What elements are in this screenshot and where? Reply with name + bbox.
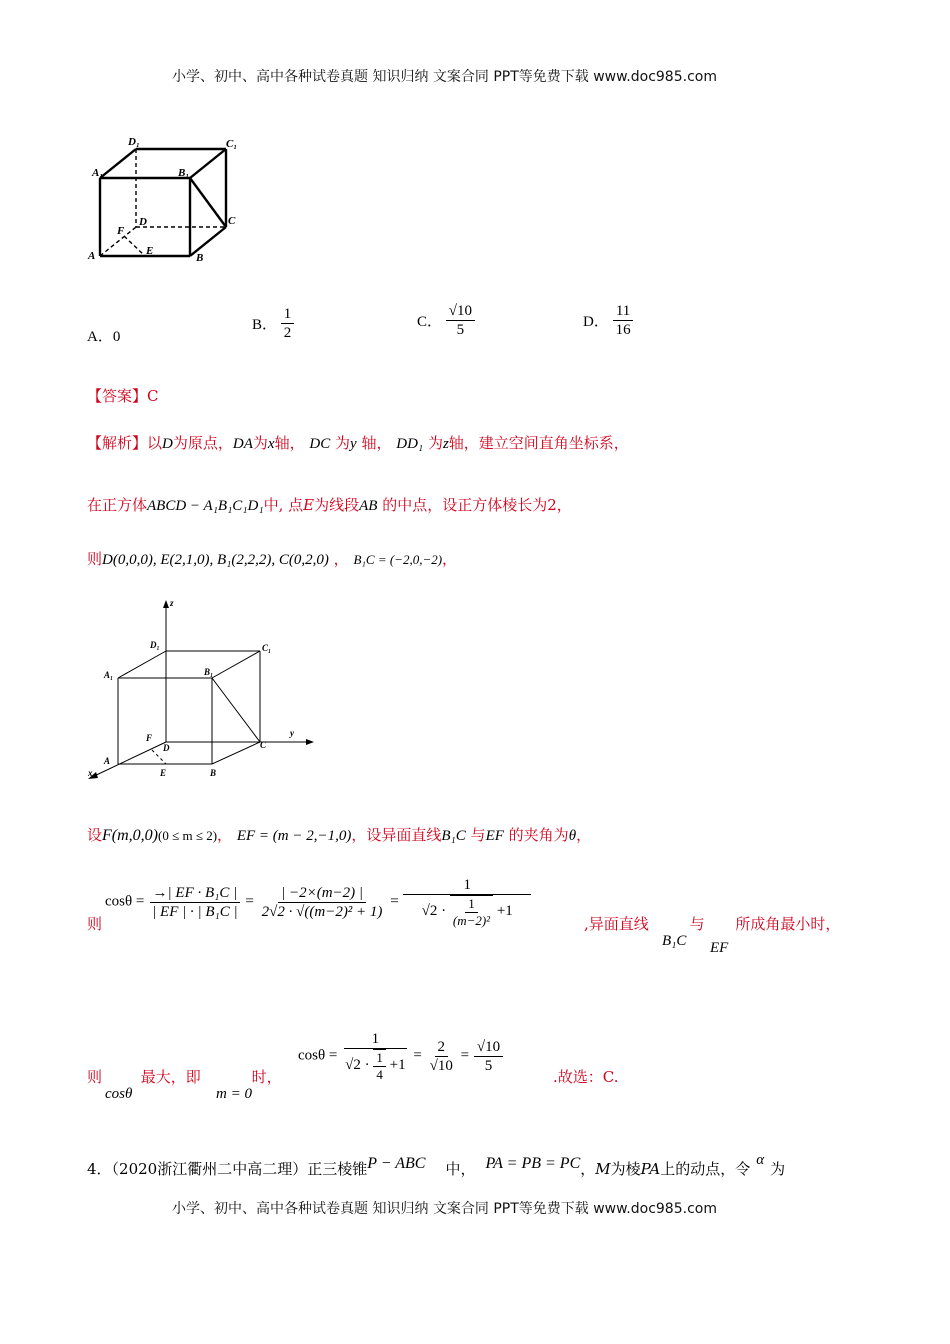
formula2-frac-2-den: √10 xyxy=(429,1057,453,1074)
label-A: A xyxy=(88,250,96,262)
option-b-fraction xyxy=(281,305,295,342)
equals: = xyxy=(460,1047,470,1064)
option-b-num: 1 xyxy=(281,305,295,324)
math-AB: AB xyxy=(359,498,378,514)
cos-theta-label-2: cosθ = xyxy=(298,1047,338,1064)
label-F: F xyxy=(117,225,125,237)
math-F: F(m,0,0) xyxy=(102,827,158,844)
q4-edge-PA: PA xyxy=(640,1160,661,1178)
point-E: E xyxy=(303,496,315,514)
label-E: E xyxy=(146,245,154,257)
option-c-fraction xyxy=(446,302,475,339)
text: 轴， xyxy=(274,434,305,452)
formula2-inner xyxy=(373,1049,386,1082)
text: 则 xyxy=(87,550,103,568)
frac-2-num: | −2×(m−2) | xyxy=(278,884,366,903)
text: 上的动点，令 xyxy=(660,1160,751,1178)
text: ， xyxy=(442,550,458,568)
text: ,异面直线 xyxy=(584,915,649,933)
math-cube: ABCD − A₁B₁C₁D₁ xyxy=(147,498,264,514)
option-c xyxy=(417,302,475,339)
frac-3-num: 1 xyxy=(403,876,531,895)
frac-1-den: | EF | · | B₁C | xyxy=(152,903,238,920)
text: ，设异面直线 xyxy=(351,826,442,844)
option-d xyxy=(583,302,634,339)
option-a xyxy=(87,325,120,346)
math-m-zero: m = 0 xyxy=(216,1086,252,1102)
analysis-line-4 xyxy=(87,824,591,845)
text: 为 xyxy=(252,434,268,452)
label2-D1: D₁ xyxy=(150,640,160,650)
label-D: D xyxy=(139,216,147,228)
text: 与 xyxy=(470,826,486,844)
text: 则 xyxy=(87,1068,103,1086)
formula2-frac-1 xyxy=(342,1030,408,1082)
option-a-label: A． xyxy=(87,329,113,345)
formula2-frac-3-num: √10 xyxy=(474,1038,503,1057)
q4-source: （2020浙江衢州二中高二理）正三棱锥 xyxy=(111,1160,368,1178)
option-d-label: D． xyxy=(583,314,609,330)
q4-math-equal-edges: PA = PB = PC xyxy=(485,1155,581,1172)
option-b xyxy=(252,305,294,342)
math-DC: DC xyxy=(309,436,331,452)
option-c-den: 5 xyxy=(456,322,465,338)
math-theta: θ xyxy=(568,828,577,844)
option-a-value: 0 xyxy=(112,329,121,345)
math-EF: EF xyxy=(485,828,504,844)
math-B1C-under: B₁C xyxy=(662,933,687,949)
text: 中, 点 xyxy=(263,496,304,514)
math-coords: D(0,0,0), E(2,1,0), B₁(2,2,2), C(0,2,0) xyxy=(102,552,329,568)
math-y: y xyxy=(350,436,357,452)
q4-math-alpha: α xyxy=(756,1152,765,1168)
frac-3-inner-num: 1 xyxy=(465,896,478,913)
text: ， xyxy=(580,1160,596,1178)
frac-3-inner-den: (m−2)² xyxy=(452,912,491,928)
formula2-frac-2 xyxy=(427,1038,456,1075)
math-DD1: DD₁ xyxy=(396,436,424,452)
text: 轴， xyxy=(361,434,392,452)
text: 在正方体 xyxy=(87,496,148,514)
text: 轴，建立空间直角坐标系， xyxy=(448,434,629,452)
math-z: z xyxy=(442,436,449,452)
text: ， xyxy=(333,550,349,568)
axis-x: x xyxy=(88,768,93,778)
label2-E: E xyxy=(160,768,167,778)
cube-figure-1 xyxy=(84,132,254,264)
frac-2-den: 2√2 · √((m−2)² + 1) xyxy=(261,903,383,920)
analysis-line-6-prefix xyxy=(87,1066,282,1087)
question-4 xyxy=(87,1152,785,1179)
label-A1: A₁ xyxy=(92,167,104,179)
label2-B: B xyxy=(210,768,217,778)
answer-line xyxy=(87,385,159,406)
math-B1C: B₁C xyxy=(441,828,466,844)
formula-cos-theta-2 xyxy=(298,1030,503,1082)
option-b-label: B． xyxy=(252,317,278,333)
text: 最大，即 xyxy=(140,1068,201,1086)
equals: = xyxy=(245,893,254,910)
analysis-conclusion: .故选：C. xyxy=(553,1068,619,1086)
option-d-fraction xyxy=(613,302,634,339)
analysis-line-5-suffix xyxy=(584,913,840,934)
frac-3-den xyxy=(419,895,516,928)
analysis-line-1 xyxy=(87,432,629,453)
answer-tag: 【答案】 xyxy=(87,387,148,405)
formula2-inner-den: 4 xyxy=(376,1066,383,1082)
option-b-den: 2 xyxy=(283,325,292,341)
frac-3-den-a: √2 · xyxy=(421,903,447,920)
analysis-line-5-prefix: 则 xyxy=(87,915,103,933)
math-cos-theta-under: cosθ xyxy=(105,1086,133,1102)
label2-F: F xyxy=(146,733,153,743)
text: 中， xyxy=(445,1160,476,1178)
formula2-den-c: +1 xyxy=(389,1057,406,1074)
formula2-inner-num: 1 xyxy=(373,1050,386,1067)
formula-frac-1 xyxy=(149,884,240,921)
label-C1: C₁ xyxy=(226,138,238,150)
q4-math-pyramid: P − ABC xyxy=(367,1155,426,1172)
equals: = xyxy=(413,1047,422,1064)
label-B1: B₁ xyxy=(178,167,190,179)
label-D1: D₁ xyxy=(128,136,140,148)
text: 时， xyxy=(251,1068,282,1086)
label2-C1: C₁ xyxy=(262,643,272,653)
formula2-frac-1-num: 1 xyxy=(344,1030,408,1049)
label2-D: D xyxy=(163,743,170,753)
text: 为 xyxy=(770,1160,786,1178)
answer-value: C xyxy=(147,387,159,405)
math-D: D xyxy=(162,436,173,452)
text: 为线段 xyxy=(314,496,360,514)
analysis-line-3 xyxy=(87,548,457,569)
text: 的夹角为 xyxy=(508,826,569,844)
math-vector-B1C: B₁C = (−2,0,−2) xyxy=(353,552,443,567)
formula-frac-3 xyxy=(403,876,531,928)
formula-frac-2 xyxy=(259,884,386,921)
text: 为棱 xyxy=(610,1160,641,1178)
option-d-den: 16 xyxy=(615,322,631,338)
option-c-num: √10 xyxy=(446,302,475,321)
axis-y: y xyxy=(290,728,294,738)
q4-point-M: M xyxy=(595,1160,611,1178)
text: 为原点， xyxy=(172,434,233,452)
frac-3-den-c: +1 xyxy=(496,903,513,920)
text: ， xyxy=(217,826,233,844)
text: 为 xyxy=(427,434,443,452)
equals: = xyxy=(390,893,399,910)
page-footer: 小学、初中、高中各种试卷真题 知识归纳 文案合同 PPT等免费下载 www.doc985.com xyxy=(172,1201,717,1217)
text: 为 xyxy=(335,434,351,452)
label2-B1: B₁ xyxy=(204,667,214,677)
option-d-num: 11 xyxy=(613,302,633,321)
text: 所成角最小时， xyxy=(735,915,841,933)
frac-3-inner xyxy=(450,895,493,928)
axis-z: z xyxy=(170,598,174,608)
text: 以 xyxy=(147,434,163,452)
formula2-den-a: √2 · xyxy=(345,1057,370,1074)
analysis-line-2 xyxy=(87,494,572,515)
label2-A: A xyxy=(104,756,111,766)
analysis-tag: 【解析】 xyxy=(87,434,148,452)
q4-number: 4． xyxy=(87,1160,112,1178)
cube-figure-2 xyxy=(86,596,316,786)
label-C: C xyxy=(228,215,236,227)
text: 与 xyxy=(689,915,705,933)
text: ， xyxy=(576,826,592,844)
page-header: 小学、初中、高中各种试卷真题 知识归纳 文案合同 PPT等免费下载 www.doc985.com xyxy=(172,69,717,85)
text: 的中点，设正方体棱长为2， xyxy=(382,496,572,514)
formula2-frac-3-den: 5 xyxy=(484,1057,493,1074)
math-EF-vector: EF = (m − 2,−1,0) xyxy=(236,828,352,844)
math-range: (0 ≤ m ≤ 2) xyxy=(158,828,218,843)
formula2-frac-2-num: 2 xyxy=(435,1038,449,1057)
math-DA: DA xyxy=(232,436,253,452)
label-B: B xyxy=(196,252,204,264)
text: 设 xyxy=(87,826,103,844)
frac-1-num: →| EF · B₁C | xyxy=(150,884,241,903)
formula2-frac-3 xyxy=(474,1038,503,1075)
formula-cos-theta xyxy=(105,876,531,928)
label2-A1: A₁ xyxy=(104,670,114,680)
math-EF-under: EF xyxy=(710,940,729,956)
formula2-frac-1-den xyxy=(342,1049,408,1082)
option-c-label: C． xyxy=(417,314,443,330)
math-x: x xyxy=(267,436,275,452)
cos-theta-label: cosθ = xyxy=(105,893,145,910)
label2-C: C xyxy=(260,740,267,750)
